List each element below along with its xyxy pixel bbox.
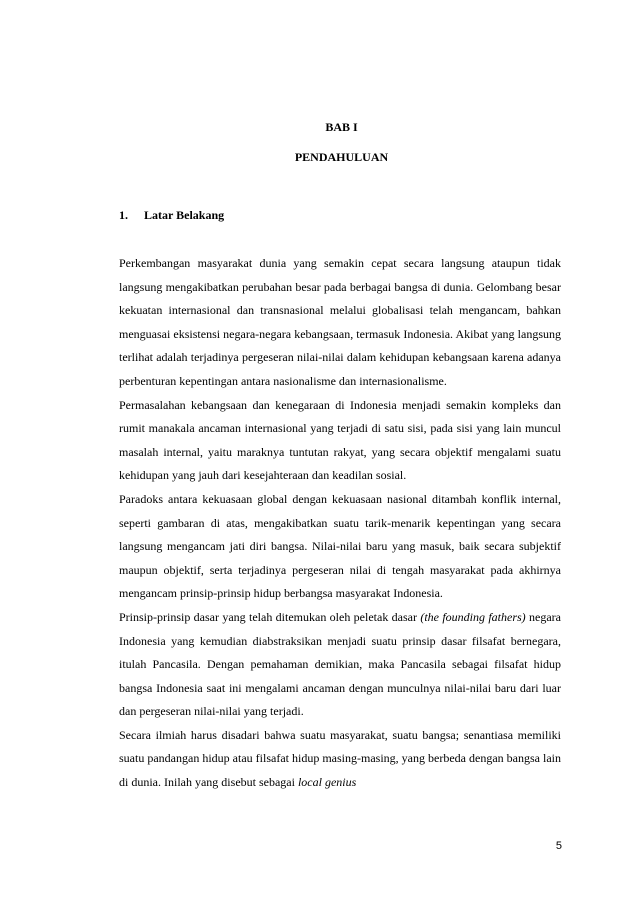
paragraph-4-italic-phrase: (the founding fathers): [420, 609, 526, 624]
body-text: [119, 252, 561, 795]
section-title: Latar Belakang: [144, 208, 225, 222]
paragraph-5: [119, 724, 561, 795]
paragraph-2: Permasalahan kebangsaan dan kenegaraan di Indonesia menjadi semakin kompleks dan rumit manakala ancaman internasional yang terjadi di satu sisi, pada sisi yang lain muncul masalah internal, yaitu maraknya tuntutan rakyat, yang secara objektif mengalami suatu kehidupan yang jauh dari kesejahteraan dan keadilan sosial.: [119, 397, 561, 483]
section-heading: [119, 208, 224, 223]
paragraph-3: Paradoks antara kekuasaan global dengan kekuasaan nasional ditambah konflik internal, seperti gambaran di atas, mengakibatkan suatu tarik-menarik kepentingan yang secara langsung mengancam jati diri bangsa. Nilai-nilai baru yang masuk, baik secara subjektif maupun objektif, serta terjadinya pergeseran nilai di tengah masyarakat pada akhirnya mengancam prinsip-prinsip hidup berbangsa masyarakat Indonesia.: [119, 491, 561, 601]
chapter-title: PENDAHULUAN: [294, 150, 389, 164]
section-number: 1.: [119, 208, 128, 222]
paragraph-4-text-end: negara Indonesia yang kemudian diabstraksikan menjadi suatu prinsip dasar filsafat bernegara, itulah Pancasila. Dengan pemahaman demikian, maka Pancasila sebagai filsafat hidup bangsa Indonesia saat ini mengalami ancaman dengan munculnya nilai-nilai baru dari luar dan pergeseran nilai-nilai yang terjadi.: [119, 609, 561, 719]
paragraph-4-text-start: Prinsip-prinsip dasar yang telah ditemukan oleh peletak dasar: [119, 609, 421, 624]
paragraph-1: Perkembangan masyarakat dunia yang semakin cepat secara langsung ataupun tidak langsung mengakibatkan perubahan besar pada berbagai bangsa di dunia. Gelombang besar kekuatan internasional dan transnasional melalui globalisasi telah mengancam, bahkan menguasai eksistensi negara-negara kebangsaan, termasuk Indonesia. Akibat yang langsung terlihat adalah terjadinya pergeseran nilai-nilai dalam kehidupan kebangsaan karena adanya perbenturan kepentingan antara nasionalisme dan internasionalisme.: [119, 256, 561, 388]
paragraph-5-text-start: Secara ilmiah harus disadari bahwa suatu masyarakat, suatu bangsa; senantiasa memiliki suatu pandangan hidup atau filsafat hidup masing-masing, yang berbeda dengan bangsa lain di dunia. Inilah yang disebut sebagai: [119, 727, 561, 790]
chapter-number: BAB I: [325, 120, 358, 134]
paragraph-5-italic-phrase: local genius: [297, 775, 357, 790]
page-number: 5: [555, 840, 562, 852]
paragraph-4: [119, 606, 561, 724]
